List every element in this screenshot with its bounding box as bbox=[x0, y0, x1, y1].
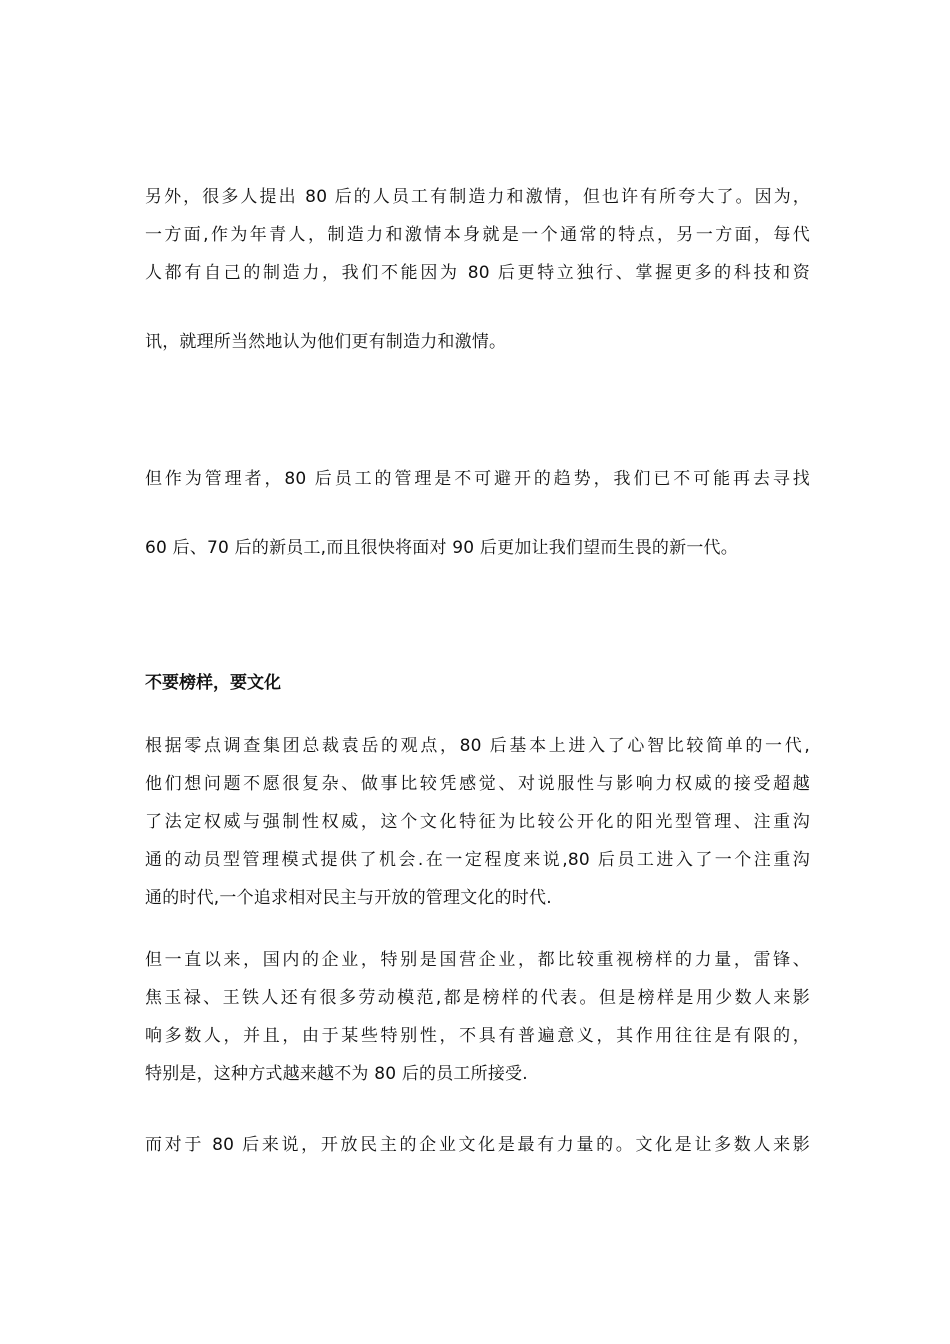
paragraph-2 bbox=[145, 462, 810, 496]
paragraph-3-line-2: 他们想问题不愿很复杂、做事比较凭感觉、对说服性与影响力权威的接受超越 bbox=[145, 774, 810, 794]
paragraph-3-line-1: 根据零点调查集团总裁袁岳的观点，80 后基本上进入了心智比较简单的一代, bbox=[145, 736, 810, 756]
paragraph-1-line-4: 讯，就理所当然地认为他们更有制造力和激情。 bbox=[145, 332, 507, 352]
paragraph-2-line-2: 60 后、70 后的新员工,而且很快将面对 90 后更加让我们望而生畏的新一代。 bbox=[145, 538, 738, 558]
paragraph-4 bbox=[145, 943, 810, 1091]
paragraph-1-line-2: 一方面,作为年青人，制造力和激情本身就是一个通常的特点，另一方面，每代 bbox=[145, 225, 810, 245]
paragraph-3-line-3: 了法定权威与强制性权威，这个文化特征为比较公开化的阳光型管理、注重沟 bbox=[145, 812, 810, 832]
paragraph-4-line-1: 但一直以来，国内的企业，特别是国营企业，都比较重视榜样的力量，雷锋、 bbox=[145, 950, 810, 970]
paragraph-3-line-4: 通的动员型管理模式提供了机会.在一定程度来说,80 后员工进入了一个注重沟 bbox=[145, 850, 810, 870]
paragraph-1-end bbox=[145, 325, 810, 359]
paragraph-4-line-3: 响多数人，并且，由于某些特别性，不具有普遍意义，其作用往往是有限的， bbox=[145, 1026, 810, 1046]
paragraph-1-line-3: 人都有自己的制造力，我们不能因为 80 后更特立独行、掌握更多的科技和资 bbox=[145, 263, 810, 283]
paragraph-3 bbox=[145, 729, 810, 915]
paragraph-4-line-2: 焦玉禄、王铁人还有很多劳动模范,都是榜样的代表。但是榜样是用少数人来影 bbox=[145, 988, 810, 1008]
section-heading: 不要榜样，要文化 bbox=[145, 673, 281, 693]
paragraph-1 bbox=[145, 180, 810, 290]
paragraph-5-line-1: 而对于 80 后来说，开放民主的企业文化是最有力量的。文化是让多数人来影 bbox=[145, 1135, 810, 1155]
paragraph-2-line-1: 但作为管理者，80 后员工的管理是不可避开的趋势，我们已不可能再去寻找 bbox=[145, 469, 810, 489]
paragraph-1-line-1: 另外，很多人提出 80 后的人员工有制造力和激情，但也许有所夸大了。因为， bbox=[145, 187, 810, 207]
paragraph-5 bbox=[145, 1128, 810, 1162]
paragraph-2-end bbox=[145, 531, 810, 565]
paragraph-3-line-5: 通的时代,一个追求相对民主与开放的管理文化的时代. bbox=[145, 888, 552, 908]
paragraph-4-line-4: 特别是，这种方式越来越不为 80 后的员工所接受. bbox=[145, 1064, 528, 1084]
